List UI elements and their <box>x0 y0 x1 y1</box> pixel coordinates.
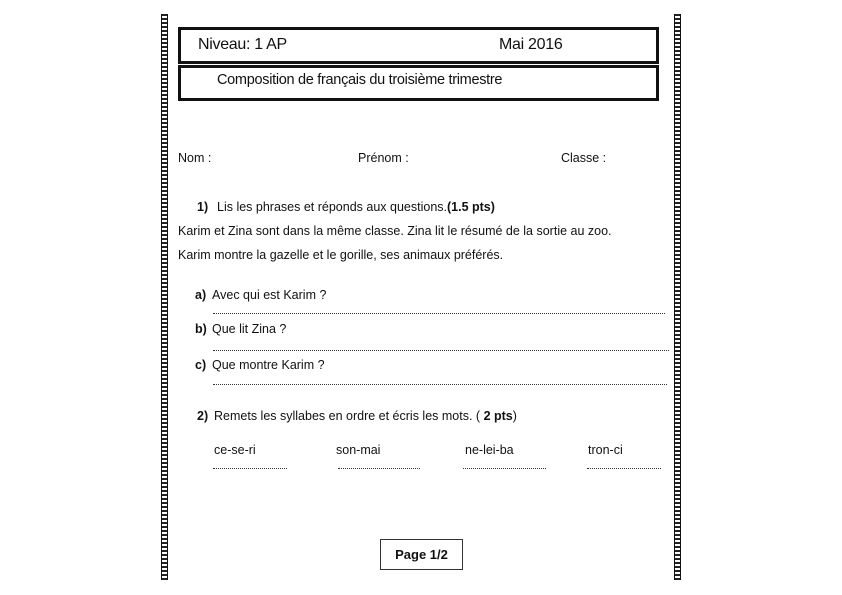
question-c-letter: c) <box>195 358 207 372</box>
exercise1-number: 1) <box>197 200 209 214</box>
syllables-word-4: tron-ci <box>588 443 623 457</box>
word-answer-line-4[interactable] <box>587 468 661 469</box>
date-label: Mai 2016 <box>499 36 563 53</box>
question-c-text: Que montre Karim ? <box>212 358 325 372</box>
question-a-letter: a) <box>195 288 207 302</box>
reading-text-line2: Karim montre la gazelle et le gorille, ses animaux préférés. <box>178 248 504 262</box>
answer-line-b[interactable] <box>213 350 669 351</box>
right-decorative-border <box>674 14 681 580</box>
left-decorative-border <box>161 14 168 580</box>
word-answer-line-3[interactable] <box>463 468 546 469</box>
prenom-label: Prénom : <box>358 151 409 165</box>
answer-line-a[interactable] <box>213 313 665 314</box>
page-number: Page 1/2 <box>395 547 448 562</box>
nom-label: Nom : <box>178 151 212 165</box>
word-answer-line-2[interactable] <box>338 468 420 469</box>
header-title-box <box>178 65 659 101</box>
classe-label: Classe : <box>561 151 607 165</box>
composition-title: Composition de français du troisième trimestre <box>217 72 503 88</box>
exercise2-number: 2) <box>197 409 209 423</box>
exercise2-instruction: Remets les syllabes en ordre et écris les mots. ( 2 pts) <box>214 409 517 423</box>
question-b-text: Que lit Zina ? <box>212 322 287 336</box>
syllables-word-1: ce-se-ri <box>214 443 256 457</box>
exercise1-instruction: Lis les phrases et réponds aux questions.(1.5 pts) <box>217 200 495 214</box>
reading-text-line1: Karim et Zina sont dans la même classe. Zina lit le résumé de la sortie au zoo. <box>178 224 612 238</box>
header-level-box <box>178 27 659 64</box>
word-answer-line-1[interactable] <box>213 468 287 469</box>
answer-line-c[interactable] <box>213 384 667 385</box>
question-b-letter: b) <box>195 322 207 336</box>
syllables-word-3: ne-lei-ba <box>465 443 514 457</box>
syllables-word-2: son-mai <box>336 443 381 457</box>
level-label: Niveau: 1 AP <box>198 36 287 53</box>
question-a-text: Avec qui est Karim ? <box>212 288 327 302</box>
page-number-box <box>380 539 463 570</box>
